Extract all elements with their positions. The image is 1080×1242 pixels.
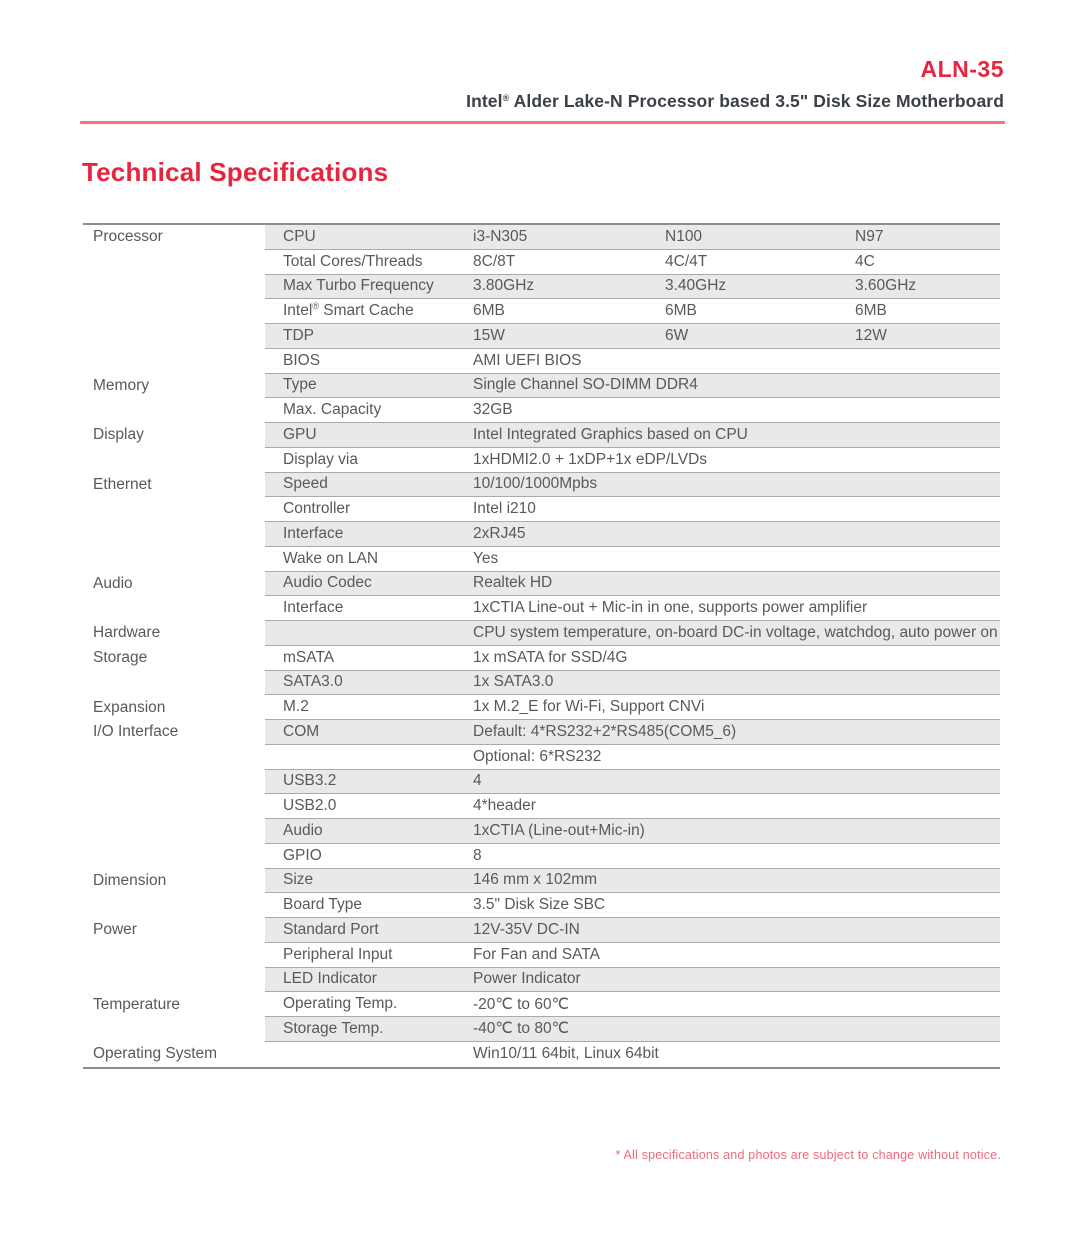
table-row [83,893,1000,918]
row-category-label [83,671,265,696]
row-spec-value: 3.5" Disk Size SBC [473,896,606,914]
row-spec-value: 4*header [473,797,536,815]
table-row [83,225,1000,250]
table-row [83,770,1000,795]
row-spec-label: Type [283,376,317,394]
row-spec-label: Size [283,871,314,889]
row-body [265,646,1000,671]
row-spec-value: Win10/11 64bit, Linux 64bit [473,1045,659,1063]
row-body [265,349,1000,374]
row-category-label: Expansion [83,695,265,720]
table-row [83,918,1000,943]
row-spec-label: Max Turbo Frequency [283,277,434,295]
row-spec-value: Intel i210 [473,500,536,518]
table-row [83,621,1000,646]
product-subtitle: Intel® Alder Lake-N Processor based 3.5" Disk Size Motherboard [466,91,1004,111]
row-body [265,497,1000,522]
row-category-label [83,794,265,819]
row-spec-value: 6W [665,326,689,344]
row-body [265,374,1000,399]
row-spec-value: For Fan and SATA [473,945,600,963]
row-body [265,1042,1000,1067]
row-body [265,299,1000,324]
table-row [83,695,1000,720]
row-category-label [83,250,265,275]
row-spec-label: LED Indicator [283,970,377,988]
row-body [265,398,1000,423]
row-spec-value: Single Channel SO-DIMM DDR4 [473,376,698,394]
row-body [265,621,1000,646]
row-spec-label: GPIO [283,846,322,864]
row-body [265,770,1000,795]
row-spec-value: 1xCTIA Line-out + Mic-in in one, supports power amplifier [473,599,868,617]
row-spec-value: 8 [473,846,482,864]
table-row [83,250,1000,275]
row-spec-value: 1x mSATA for SSD/4G [473,648,628,666]
row-spec-value: Power Indicator [473,970,581,988]
row-category-label [83,324,265,349]
row-spec-value: 15W [473,326,505,344]
row-category-label: Power [83,918,265,943]
row-category-label [83,745,265,770]
row-spec-value: -20℃ to 60℃ [473,995,569,1013]
row-spec-value: N97 [855,227,884,245]
row-spec-label: Intel® Smart Cache [283,302,414,320]
row-spec-value: 6MB [665,302,697,320]
row-category-label: Ethernet [83,473,265,498]
row-spec-value: 4C [855,252,875,270]
table-row [83,275,1000,300]
row-category-label: Display [83,423,265,448]
row-category-label [83,968,265,993]
row-spec-label: Interface [283,524,344,542]
row-spec-value: 3.80GHz [473,277,535,295]
row-spec-value: 3.60GHz [855,277,917,295]
row-spec-value: 32GB [473,401,513,419]
row-category-label [83,299,265,324]
table-row [83,745,1000,770]
row-spec-value: 8C/8T [473,252,516,270]
row-spec-label: USB2.0 [283,797,337,815]
row-spec-label: TDP [283,326,314,344]
row-category-label: Processor [83,225,265,250]
row-body [265,473,1000,498]
row-spec-label: Wake on LAN [283,549,379,567]
table-row [83,299,1000,324]
row-spec-label: Interface [283,599,344,617]
row-category-label [83,893,265,918]
row-category-label [83,943,265,968]
row-spec-label: Board Type [283,896,362,914]
table-row [83,522,1000,547]
row-spec-value: 12V-35V DC-IN [473,920,580,938]
row-category-label [83,1017,265,1042]
row-spec-value: 2xRJ45 [473,524,526,542]
row-body [265,844,1000,869]
row-category-label: Operating System [83,1042,265,1067]
row-body [265,869,1000,894]
row-body [265,522,1000,547]
product-model: ALN-35 [920,56,1004,82]
row-spec-value: Optional: 6*RS232 [473,747,602,765]
row-spec-value: 4C/4T [665,252,708,270]
row-body [265,324,1000,349]
row-body [265,918,1000,943]
row-spec-value: Yes [473,549,499,567]
row-spec-value: 146 mm x 102mm [473,871,598,889]
row-spec-label: Audio Codec [283,574,372,592]
page-header [0,0,1080,121]
row-spec-value: 1xHDMI2.0 + 1xDP+1x eDP/LVDs [473,450,708,468]
table-row [83,349,1000,374]
row-spec-value: 1x M.2_E for Wi-Fi, Support CNVi [473,698,705,716]
row-category-label [83,770,265,795]
row-category-label: Storage [83,646,265,671]
table-row [83,448,1000,473]
table-row [83,497,1000,522]
row-body [265,720,1000,745]
table-row [83,1017,1000,1042]
table-row [83,374,1000,399]
table-row [83,844,1000,869]
row-body [265,745,1000,770]
row-category-label [83,596,265,621]
table-row [83,943,1000,968]
row-category-label: Audio [83,572,265,597]
row-body [265,572,1000,597]
table-row [83,324,1000,349]
row-spec-value: i3-N305 [473,227,528,245]
row-spec-label: Standard Port [283,920,379,938]
row-category-label [83,844,265,869]
row-spec-value: 12W [855,326,887,344]
row-spec-label: CPU [283,227,316,245]
table-row [83,794,1000,819]
row-category-label: Memory [83,374,265,399]
registered-trademark-symbol: ® [502,93,510,103]
row-category-label: Dimension [83,869,265,894]
row-spec-label: Total Cores/Threads [283,252,423,270]
row-category-label: Hardware [83,621,265,646]
row-category-label: I/O Interface [83,720,265,745]
row-category-label [83,349,265,374]
row-spec-label: M.2 [283,698,309,716]
row-spec-value: AMI UEFI BIOS [473,351,582,369]
table-row [83,596,1000,621]
row-body [265,250,1000,275]
row-spec-value: 3.40GHz [665,277,727,295]
row-body [265,275,1000,300]
row-spec-label: Speed [283,475,328,493]
table-row [83,473,1000,498]
row-category-label [83,547,265,572]
row-body [265,423,1000,448]
row-category-label [83,448,265,473]
row-body [265,943,1000,968]
row-body [265,794,1000,819]
table-row [83,992,1000,1017]
row-category-label: Temperature [83,992,265,1017]
row-body [265,968,1000,993]
row-spec-label: Audio [283,821,323,839]
row-spec-value: Intel Integrated Graphics based on CPU [473,425,748,443]
row-body [265,992,1000,1017]
row-spec-label: Operating Temp. [283,995,398,1013]
row-spec-value: Realtek HD [473,574,553,592]
row-body [265,596,1000,621]
table-row [83,398,1000,423]
registered-trademark-symbol: ® [312,302,319,312]
row-body [265,547,1000,572]
row-spec-label: Display via [283,450,358,468]
row-category-label [83,398,265,423]
row-body [265,448,1000,473]
row-body [265,225,1000,250]
row-body [265,671,1000,696]
table-row [83,819,1000,844]
row-body [265,893,1000,918]
table-row [83,1042,1000,1067]
row-spec-label: mSATA [283,648,335,666]
row-spec-label: Peripheral Input [283,945,393,963]
footer-note: * All specifications and photos are subject to change without notice. [615,1148,1001,1162]
row-spec-value: 1x SATA3.0 [473,673,554,691]
row-spec-label: Max. Capacity [283,401,382,419]
row-spec-value: -40℃ to 80℃ [473,1020,569,1038]
row-spec-label: Storage Temp. [283,1019,384,1037]
row-spec-value: 10/100/1000Mpbs [473,475,598,493]
row-body [265,819,1000,844]
row-spec-label: GPU [283,425,317,443]
page-title: Technical Specifications [82,157,389,187]
row-spec-label: COM [283,722,320,740]
row-category-label [83,497,265,522]
row-body [265,1017,1000,1042]
row-category-label [83,819,265,844]
table-row [83,968,1000,993]
table-row [83,547,1000,572]
table-row [83,869,1000,894]
header-divider [80,121,1005,124]
row-spec-label: SATA3.0 [283,673,343,691]
table-row [83,646,1000,671]
row-spec-value: 6MB [473,302,505,320]
row-spec-value: 4 [473,772,482,790]
row-spec-label: BIOS [283,351,321,369]
table-row [83,671,1000,696]
table-row [83,572,1000,597]
row-category-label [83,275,265,300]
row-body [265,695,1000,720]
row-spec-label: Controller [283,500,351,518]
row-spec-value: N100 [665,227,703,245]
table-row [83,423,1000,448]
row-spec-value: CPU system temperature, on-board DC-in voltage, watchdog, auto power on [473,623,998,641]
table-row [83,720,1000,745]
row-spec-value: 6MB [855,302,887,320]
row-spec-value: Default: 4*RS232+2*RS485(COM5_6) [473,722,737,740]
spec-table [83,223,1000,1069]
row-category-label [83,522,265,547]
row-spec-label: USB3.2 [283,772,337,790]
row-spec-value: 1xCTIA (Line-out+Mic-in) [473,821,645,839]
